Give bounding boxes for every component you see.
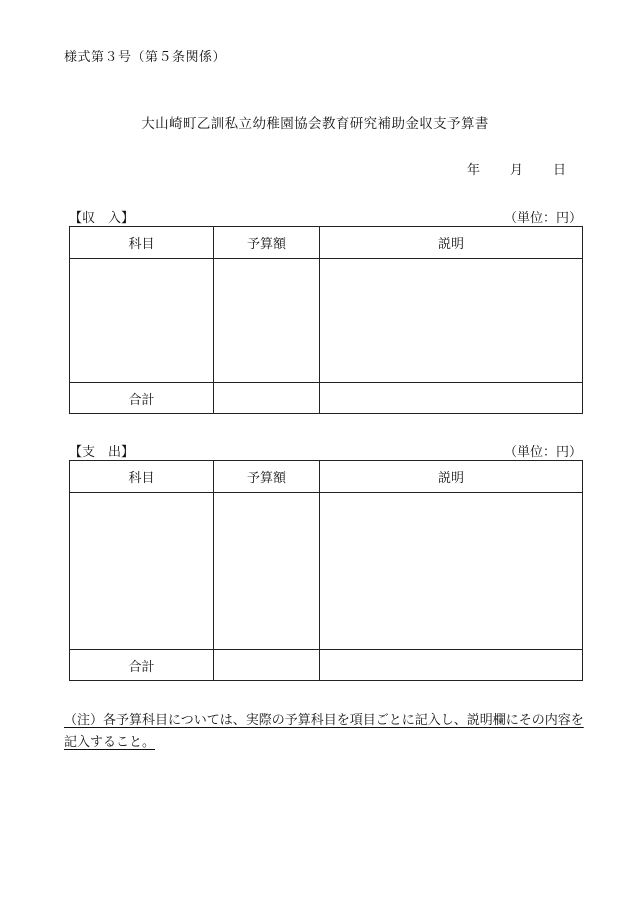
expense-section-label: 【支 出】 (69, 445, 135, 460)
income-col-description: 説明 (320, 227, 583, 259)
date-line (467, 159, 566, 178)
date-month-label: 月 (509, 163, 523, 178)
document-title: 大山崎町乙訓私立幼稚園協会教育研究補助金収支予算書 (141, 116, 489, 132)
expense-col-subject: 科目 (70, 461, 214, 493)
expense-total-label: 合計 (70, 650, 214, 681)
date-year-label: 年 (466, 163, 480, 178)
expense-section-header (69, 441, 582, 460)
income-total-description-cell[interactable] (320, 383, 583, 414)
expense-total-description-cell[interactable] (320, 650, 583, 681)
expense-col-budget: 予算額 (214, 461, 320, 493)
expense-budget-cell[interactable] (214, 493, 320, 650)
income-section-label: 【収 入】 (69, 211, 135, 226)
expense-entry-row (70, 493, 583, 650)
expense-total-row (70, 650, 583, 681)
income-total-label: 合計 (70, 383, 214, 414)
expense-table (69, 460, 583, 681)
income-budget-cell[interactable] (214, 259, 320, 383)
income-total-amount-cell[interactable] (214, 383, 320, 414)
income-section-header (69, 207, 582, 226)
income-header-row (70, 227, 583, 259)
expense-col-description: 説明 (320, 461, 583, 493)
footnote: （注）各予算科目については、実際の予算科目を項目ごとに記入し、説明欄にその内容を記入すること。 (64, 713, 584, 750)
form-number: 様式第３号（第５条関係） (64, 50, 227, 65)
income-col-subject: 科目 (70, 227, 214, 259)
income-total-row (70, 383, 583, 414)
expense-header-row (70, 461, 583, 493)
expense-total-amount-cell[interactable] (214, 650, 320, 681)
income-entry-row (70, 259, 583, 383)
income-table (69, 226, 583, 414)
expense-unit-label: （単位：円） (503, 445, 582, 460)
income-subject-cell[interactable] (70, 259, 214, 383)
expense-subject-cell[interactable] (70, 493, 214, 650)
income-col-budget: 予算額 (214, 227, 320, 259)
income-unit-label: （単位：円） (503, 211, 582, 226)
income-description-cell[interactable] (320, 259, 583, 383)
expense-description-cell[interactable] (320, 493, 583, 650)
date-day-label: 日 (552, 163, 566, 178)
